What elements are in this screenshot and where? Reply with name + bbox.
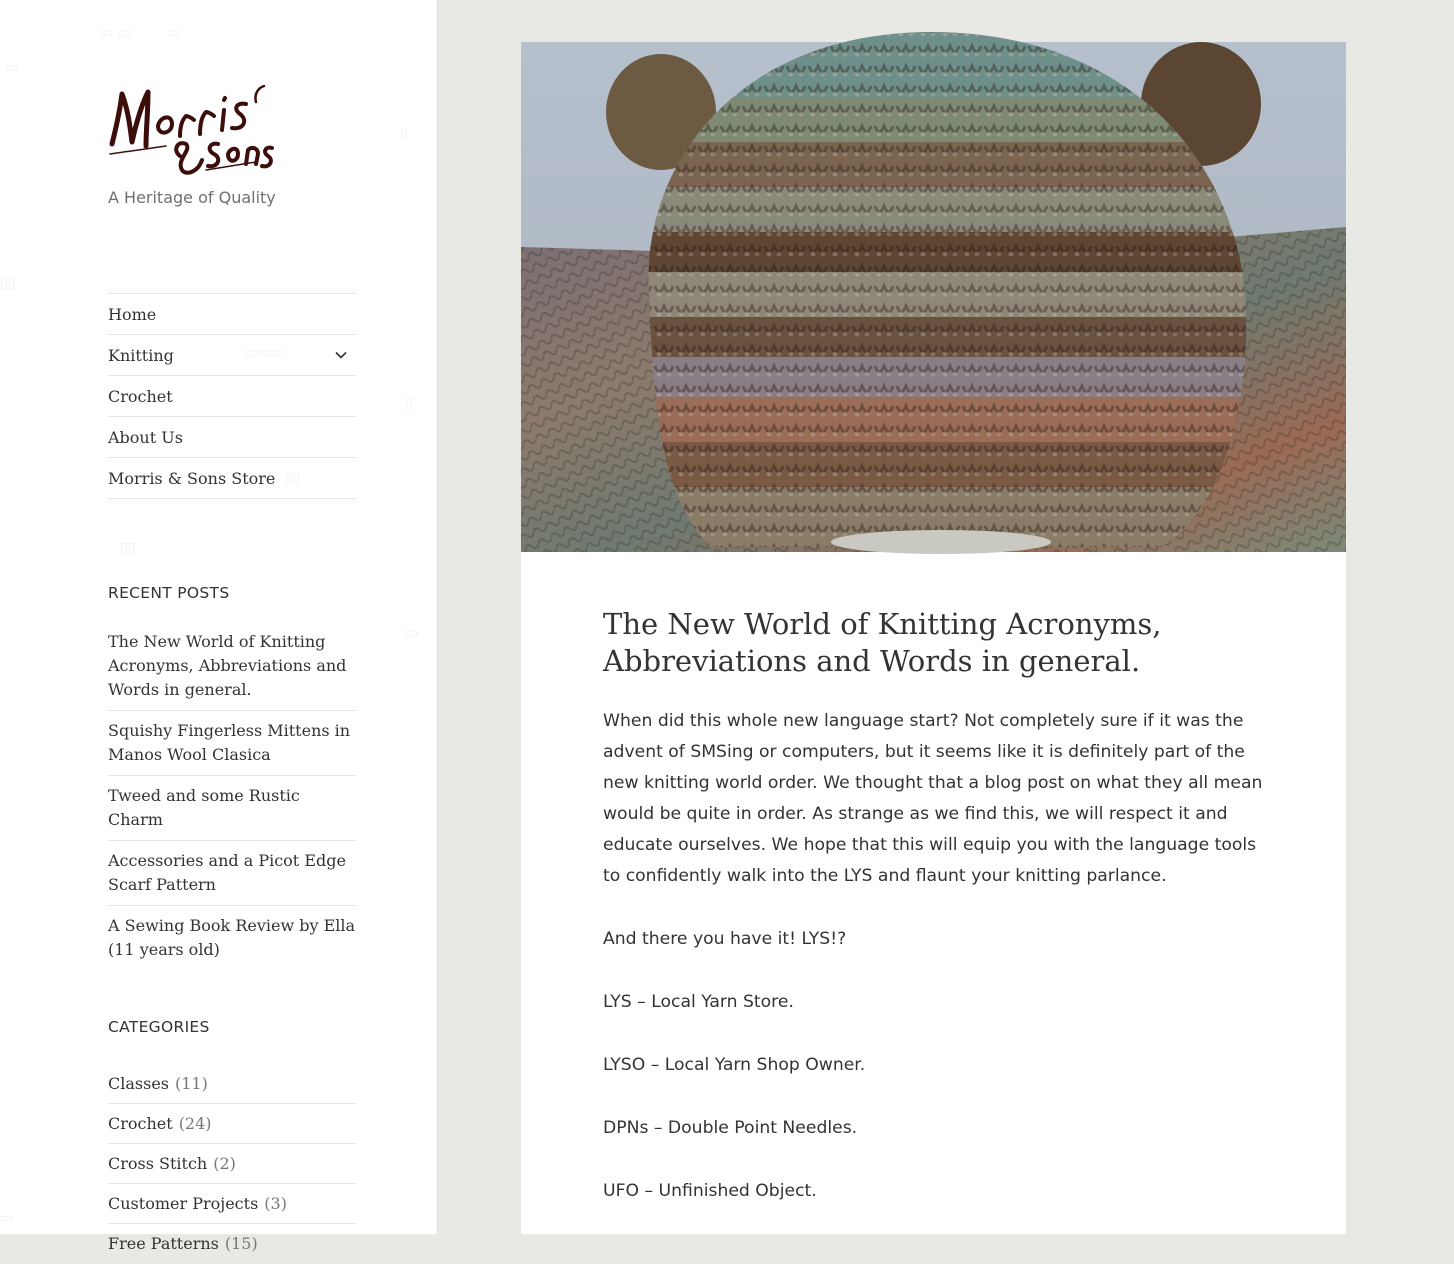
category-item[interactable]	[108, 1144, 356, 1184]
category-item[interactable]	[108, 1184, 356, 1224]
watermark: ▯▯	[0, 275, 16, 291]
post-paragraph: DPNs – Double Point Needles.	[603, 1118, 858, 1138]
category-label[interactable]: Cross Stitch	[108, 1154, 208, 1173]
category-label[interactable]: Crochet	[108, 1114, 173, 1133]
nav-item-label: Knitting	[108, 345, 174, 365]
watermark: ▭ ▭ ▭	[100, 25, 180, 41]
nav-item-label: Home	[108, 304, 157, 324]
chevron-down-icon[interactable]	[326, 340, 356, 370]
category-count: (24)	[178, 1114, 212, 1133]
category-count: (2)	[213, 1154, 236, 1173]
post-paragraph: UFO – Unfinished Object.	[603, 1181, 817, 1201]
nav-item-about-us[interactable]	[108, 416, 356, 457]
watermark: ▯	[400, 125, 408, 141]
recent-posts-list	[108, 630, 356, 978]
category-count: (11)	[175, 1074, 208, 1093]
recent-post-link[interactable]: The New World of Knitting Acronyms, Abbreviations and Words in general.	[108, 630, 356, 711]
post-content	[603, 706, 1269, 1239]
featured-image	[521, 42, 1346, 552]
site-logo[interactable]	[106, 80, 276, 184]
recent-posts-heading: RECENT POSTS	[108, 584, 230, 602]
category-item[interactable]	[108, 1104, 356, 1144]
category-label[interactable]: Classes	[108, 1074, 169, 1093]
recent-post-link[interactable]: Tweed and some Rustic Charm	[108, 784, 356, 841]
site-tagline: A Heritage of Quality	[108, 188, 276, 207]
nav-item-label: About Us	[108, 427, 183, 447]
post-paragraph: LYS – Local Yarn Store.	[603, 992, 794, 1012]
watermark: ▯▯	[120, 540, 136, 556]
main-navigation	[108, 293, 356, 499]
watermark: ▭▭▭	[245, 345, 285, 361]
watermark: ▭	[405, 625, 419, 641]
nav-item-label: Morris & Sons Store	[108, 468, 276, 488]
category-label[interactable]: Customer Projects	[108, 1194, 259, 1213]
post-paragraph: LYSO – Local Yarn Shop Owner.	[603, 1055, 866, 1075]
nav-item-knitting[interactable]	[108, 334, 356, 375]
watermark: ▭	[5, 60, 19, 76]
nav-item-crochet[interactable]	[108, 375, 356, 416]
post-title: The New World of Knitting Acronyms, Abbreviations and Words in general.	[603, 607, 1162, 678]
post-paragraph: And there you have it! LYS!?	[603, 929, 847, 949]
category-count: (15)	[224, 1234, 258, 1253]
category-label[interactable]: Free Patterns	[108, 1234, 219, 1253]
watermark: ▭	[0, 1210, 14, 1226]
category-count: (3)	[264, 1194, 287, 1213]
category-item[interactable]	[108, 1224, 356, 1264]
nav-item-store[interactable]	[108, 457, 356, 499]
recent-post-link[interactable]: Accessories and a Picot Edge Scarf Pattern	[108, 849, 356, 906]
nav-item-home[interactable]	[108, 293, 356, 334]
post-article	[521, 42, 1346, 1234]
category-item[interactable]	[108, 1064, 356, 1104]
sidebar	[0, 0, 438, 1253]
post-paragraph: When did this whole new language start? Not completely sure if it was the advent of SMSing or computers, but it seems like it is definitely part of the new knitting world order. We thought that a blog post on what they all mean would be quite in order. As strange as we find this, we will respect it and educate ourselves. We hope that this will equip you with the language tools to confidently walk into the LYS and flaunt your knitting parlance.	[603, 711, 1263, 886]
categories-heading: CATEGORIES	[108, 1018, 210, 1036]
nav-item-label: Crochet	[108, 386, 173, 406]
recent-post-link[interactable]: A Sewing Book Review by Ella (11 years old)	[108, 916, 356, 959]
recent-post-link[interactable]: Squishy Fingerless Mittens in Manos Wool Clasica	[108, 719, 356, 776]
categories-list	[108, 1064, 356, 1264]
watermark: ▯	[405, 395, 413, 411]
watermark: ▯▯	[285, 470, 301, 486]
